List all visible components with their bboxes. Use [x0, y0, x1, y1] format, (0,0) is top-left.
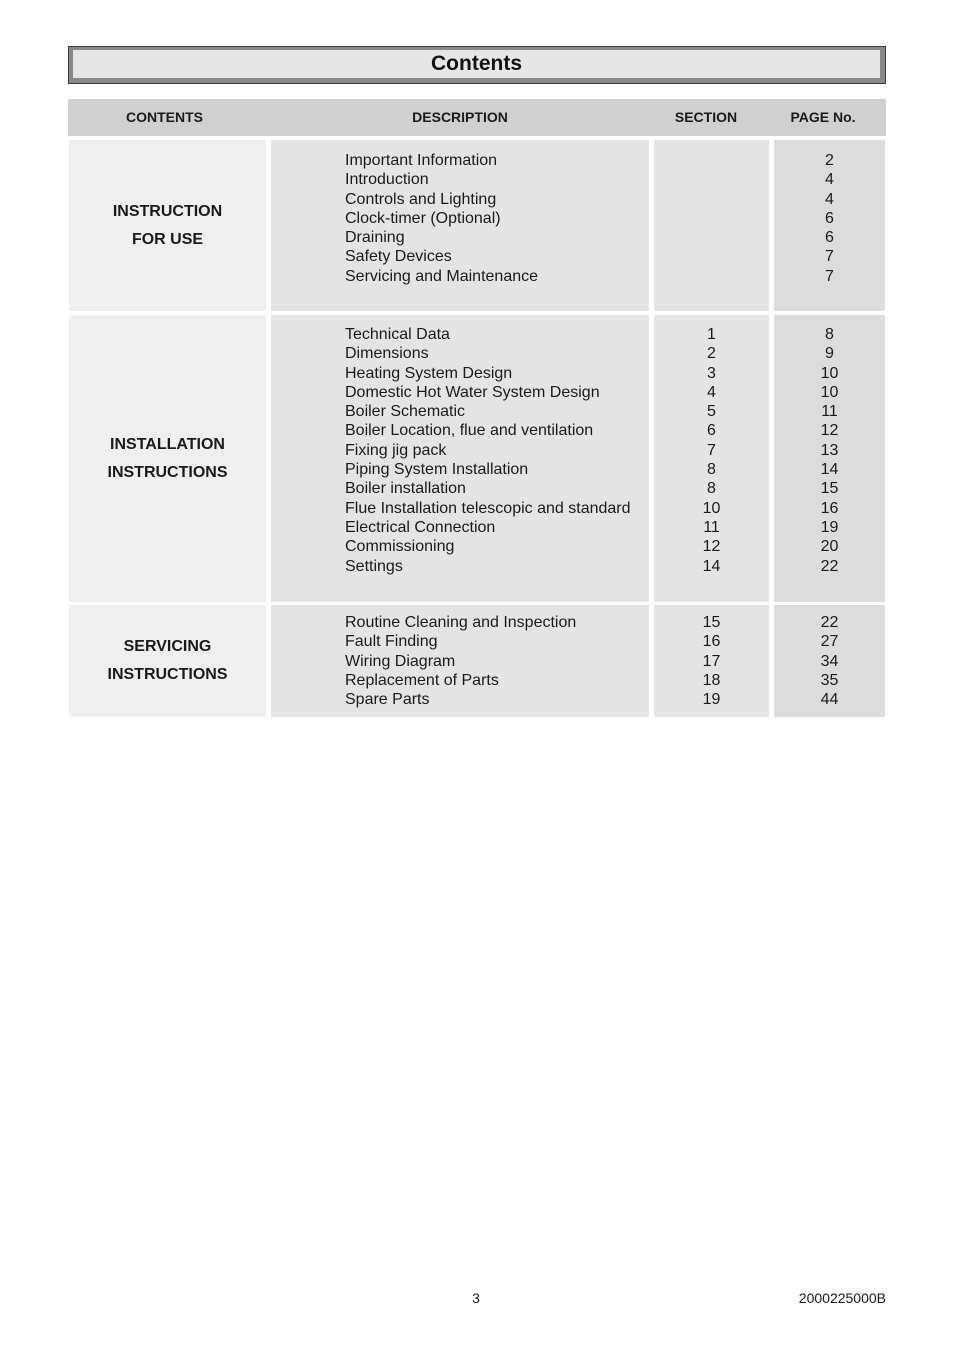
toc-entry-page[interactable]: 10 — [820, 364, 839, 382]
toc-entry-page[interactable]: 8 — [825, 326, 834, 343]
toc-entry-description[interactable]: Commissioning — [345, 538, 455, 556]
header-contents: CONTENTS — [126, 109, 203, 125]
page-cell — [774, 605, 885, 717]
group-label-cell — [69, 605, 266, 717]
description-list — [345, 151, 538, 286]
toc-entry-section — [654, 247, 769, 266]
toc-entry-page[interactable]: 35 — [820, 671, 839, 689]
toc-entry-section: 16 — [702, 633, 721, 651]
toc-entry-page[interactable]: 9 — [825, 345, 834, 363]
toc-entry-page[interactable]: 34 — [820, 652, 839, 670]
toc-entry-description[interactable]: Piping System Installation — [345, 461, 529, 479]
toc-entry-description[interactable]: Servicing and Maintenance — [345, 267, 539, 285]
toc-entry-description[interactable]: Spare Parts — [345, 691, 430, 709]
page-list — [774, 325, 885, 576]
toc-entry-section: 7 — [707, 441, 716, 459]
page-cell — [774, 140, 885, 311]
page-cell — [774, 315, 885, 602]
toc-entry-description[interactable]: Draining — [345, 229, 405, 247]
toc-entry-page[interactable]: 44 — [820, 691, 839, 709]
toc-entry-description[interactable]: Flue Installation telescopic and standard — [345, 499, 631, 517]
toc-entry-section: 12 — [702, 538, 721, 556]
toc-entry-description[interactable]: Clock-timer (Optional) — [345, 209, 501, 227]
toc-entry-description[interactable]: Fixing jig pack — [345, 441, 447, 459]
toc-entry-section: 2 — [707, 345, 716, 363]
group-label-cell — [69, 315, 266, 602]
header-page: PAGE No. — [790, 109, 856, 125]
contents-title-box — [68, 46, 886, 84]
group-label-line-2: INSTRUCTIONS — [107, 666, 228, 683]
toc-entry-section: 1 — [707, 326, 716, 343]
group-label-line-2: INSTRUCTIONS — [107, 463, 228, 481]
toc-entry-description[interactable]: Dimensions — [345, 345, 429, 363]
group-label-line-2: FOR USE — [131, 230, 204, 248]
description-cell — [271, 140, 649, 311]
toc-entry-section: 15 — [702, 614, 721, 631]
toc-entry-page[interactable]: 7 — [825, 248, 834, 266]
toc-entry-page[interactable]: 4 — [825, 190, 834, 208]
toc-entry-description[interactable]: Electrical Connection — [345, 518, 496, 536]
page-title: Contents — [431, 52, 522, 75]
toc-entry-page[interactable]: 6 — [825, 229, 834, 247]
description-cell — [271, 605, 649, 717]
toc-entry-page[interactable]: 19 — [820, 518, 839, 536]
footer-document-code: 2000225000B — [798, 1290, 886, 1306]
toc-entry-section: 19 — [702, 691, 721, 709]
toc-entry-page[interactable]: 4 — [825, 171, 834, 189]
toc-entry-page[interactable]: 27 — [820, 633, 839, 651]
toc-entry-description[interactable]: Introduction — [345, 171, 429, 189]
section-list — [654, 151, 769, 286]
toc-entry-section: 18 — [702, 671, 721, 689]
contents-title-panel — [73, 50, 880, 78]
toc-entry-page[interactable]: 14 — [820, 461, 839, 479]
toc-entry-page[interactable]: 22 — [820, 557, 839, 575]
toc-entry-section: 17 — [702, 652, 721, 670]
toc-entry-section — [654, 267, 769, 286]
toc-entry-description[interactable]: Replacement of Parts — [345, 671, 499, 689]
group-label-cell — [69, 140, 266, 311]
footer-page-number: 3 — [472, 1290, 480, 1306]
toc-entry-section: 10 — [702, 499, 721, 517]
group-label-line-1: INSTRUCTION — [112, 202, 223, 220]
toc-entry-description[interactable]: Settings — [345, 557, 403, 575]
toc-entry-description[interactable]: Fault Finding — [345, 633, 438, 651]
toc-entry-description[interactable]: Wiring Diagram — [345, 652, 456, 670]
toc-entry-description[interactable]: Important Information — [345, 152, 498, 169]
toc-entry-description[interactable]: Safety Devices — [345, 248, 452, 266]
section-list — [654, 613, 769, 709]
table-header — [68, 99, 886, 136]
toc-entry-description[interactable]: Boiler installation — [345, 480, 466, 498]
toc-entry-page[interactable]: 10 — [820, 383, 839, 401]
toc-entry-description[interactable]: Routine Cleaning and Inspection — [345, 614, 577, 631]
section-cell — [654, 140, 769, 311]
toc-entry-section — [654, 228, 769, 247]
toc-entry-section: 5 — [707, 403, 716, 421]
toc-entry-description[interactable]: Heating System Design — [345, 364, 513, 382]
toc-entry-section: 8 — [707, 461, 716, 479]
toc-entry-section — [654, 170, 769, 189]
toc-entry-section: 8 — [707, 480, 716, 498]
toc-entry-description[interactable]: Controls and Lighting — [345, 190, 497, 208]
toc-entry-section: 3 — [707, 364, 716, 382]
toc-entry-description[interactable]: Boiler Location, flue and ventilation — [345, 422, 594, 440]
toc-entry-section: 6 — [707, 422, 716, 440]
toc-entry-page[interactable]: 2 — [825, 152, 834, 169]
toc-entry-page[interactable]: 16 — [820, 499, 839, 517]
toc-entry-section — [654, 190, 769, 209]
group-label-line-1: INSTALLATION — [110, 435, 225, 453]
toc-entry-section: 4 — [707, 383, 716, 401]
section-cell — [654, 315, 769, 602]
toc-entry-page[interactable]: 22 — [820, 614, 839, 631]
toc-entry-description[interactable]: Boiler Schematic — [345, 403, 466, 421]
header-description: DESCRIPTION — [412, 109, 508, 125]
toc-entry-page[interactable]: 15 — [820, 480, 839, 498]
toc-entry-section — [654, 151, 769, 170]
page-list — [774, 151, 885, 286]
toc-entry-description[interactable]: Technical Data — [345, 326, 450, 343]
toc-entry-description[interactable]: Domestic Hot Water System Design — [345, 383, 600, 401]
toc-entry-page[interactable]: 12 — [820, 422, 839, 440]
toc-entry-page[interactable]: 11 — [821, 403, 838, 421]
toc-entry-page[interactable]: 13 — [820, 441, 839, 459]
section-list — [654, 325, 769, 576]
toc-entry-page[interactable]: 7 — [825, 267, 834, 285]
toc-entry-page[interactable]: 6 — [825, 209, 834, 227]
description-cell — [271, 315, 649, 602]
toc-entry-section — [654, 209, 769, 228]
section-cell — [654, 605, 769, 717]
description-list — [345, 325, 631, 576]
toc-entry-section: 14 — [702, 557, 721, 575]
page-list — [774, 613, 885, 709]
group-label-line-1: SERVICING — [123, 638, 212, 655]
header-section: SECTION — [674, 109, 738, 125]
toc-entry-page[interactable]: 20 — [820, 538, 839, 556]
toc-entry-section: 11 — [703, 518, 720, 536]
description-list — [345, 613, 576, 709]
